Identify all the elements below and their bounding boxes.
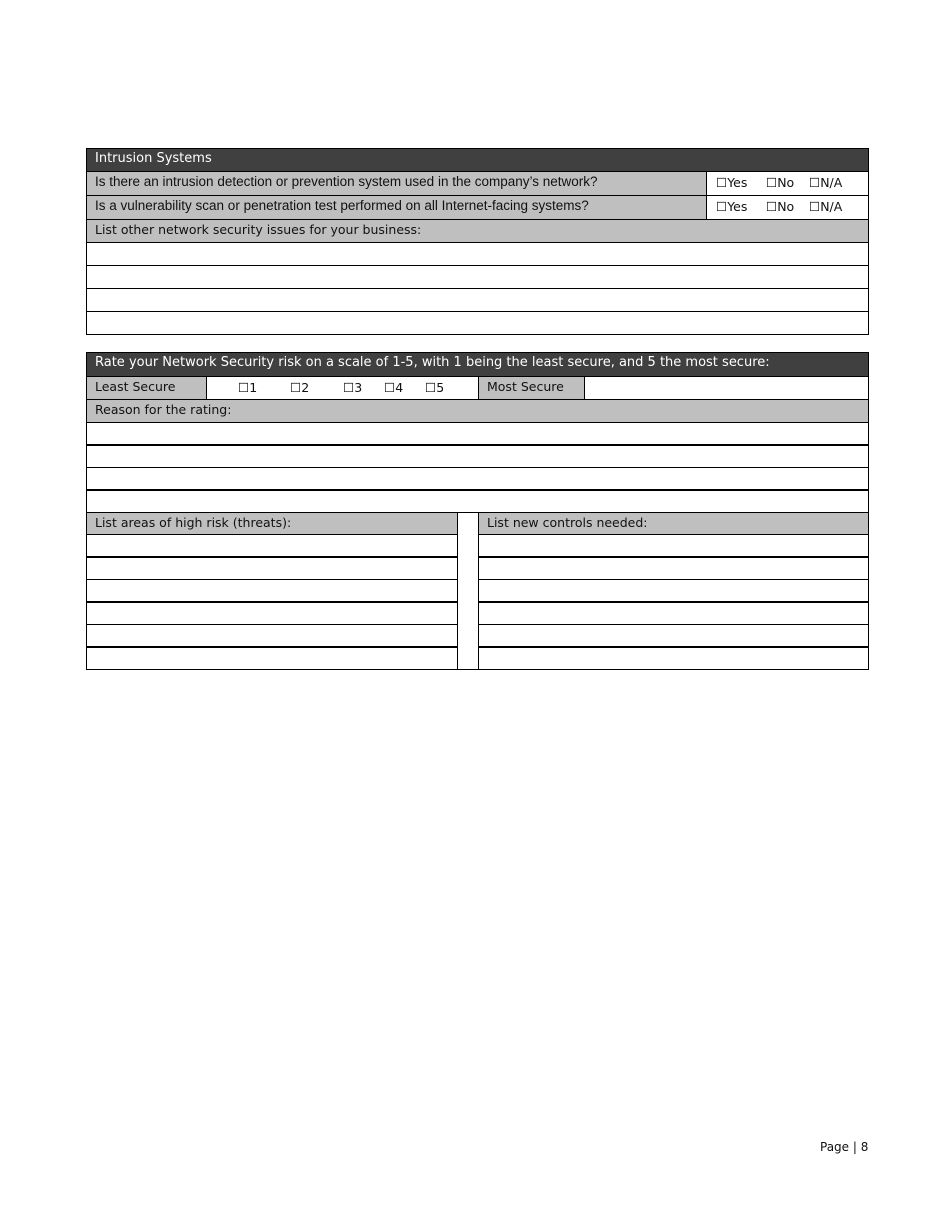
reason-entry-row[interactable] <box>86 445 869 468</box>
most-secure-label: Most Secure <box>478 376 585 400</box>
least-secure-label: Least Secure <box>86 376 207 400</box>
checkbox-yes[interactable]: ☐Yes <box>716 175 748 190</box>
rating-blank-cell <box>584 376 869 400</box>
checkbox-na[interactable]: ☐N/A <box>809 175 843 190</box>
intrusion-section-header: Intrusion Systems <box>86 148 869 172</box>
control-entry-row[interactable] <box>478 557 869 580</box>
page-number: Page | 8 <box>820 1140 869 1154</box>
rating-checkbox-4[interactable]: ☐4 <box>384 380 404 395</box>
high-risk-entry-row[interactable] <box>86 557 458 580</box>
rating-checkbox-1[interactable]: ☐1 <box>238 380 258 395</box>
high-risk-entry-row[interactable] <box>86 579 458 602</box>
question-ids-ips: Is there an intrusion detection or prevention system used in the company’s network? <box>86 171 707 196</box>
reason-entry-row[interactable] <box>86 490 869 513</box>
high-risk-label: List areas of high risk (threats): <box>86 512 458 535</box>
control-entry-row[interactable] <box>478 647 869 670</box>
reason-entry-row[interactable] <box>86 467 869 490</box>
rating-checkbox-3[interactable]: ☐3 <box>343 380 363 395</box>
issue-entry-row[interactable] <box>86 288 869 312</box>
checkbox-na[interactable]: ☐N/A <box>809 199 843 214</box>
column-spacer <box>457 512 479 670</box>
issue-entry-row[interactable] <box>86 242 869 266</box>
high-risk-entry-row[interactable] <box>86 602 458 625</box>
rating-section-header: Rate your Network Security risk on a scale of 1-5, with 1 being the least secure, and 5 the most secure: <box>86 352 869 377</box>
high-risk-entry-row[interactable] <box>86 624 458 647</box>
control-entry-row[interactable] <box>478 579 869 602</box>
rating-checkbox-2[interactable]: ☐2 <box>290 380 310 395</box>
other-issues-label: List other network security issues for your business: <box>86 219 869 243</box>
control-entry-row[interactable] <box>478 602 869 625</box>
checkbox-yes[interactable]: ☐Yes <box>716 199 748 214</box>
issue-entry-row[interactable] <box>86 311 869 335</box>
reason-entry-row[interactable] <box>86 422 869 445</box>
control-entry-row[interactable] <box>478 624 869 647</box>
reason-label: Reason for the rating: <box>86 399 869 423</box>
controls-label: List new controls needed: <box>478 512 869 535</box>
checkbox-no[interactable]: ☐No <box>766 175 795 190</box>
high-risk-entry-row[interactable] <box>86 647 458 670</box>
answer-vuln-scan <box>706 195 869 220</box>
rating-checkbox-5[interactable]: ☐5 <box>425 380 445 395</box>
answer-ids-ips <box>706 171 869 196</box>
issue-entry-row[interactable] <box>86 265 869 289</box>
question-vuln-scan: Is a vulnerability scan or penetration test performed on all Internet-facing systems? <box>86 195 707 220</box>
checkbox-no[interactable]: ☐No <box>766 199 795 214</box>
rating-options <box>206 376 479 400</box>
high-risk-entry-row[interactable] <box>86 534 458 557</box>
control-entry-row[interactable] <box>478 534 869 557</box>
